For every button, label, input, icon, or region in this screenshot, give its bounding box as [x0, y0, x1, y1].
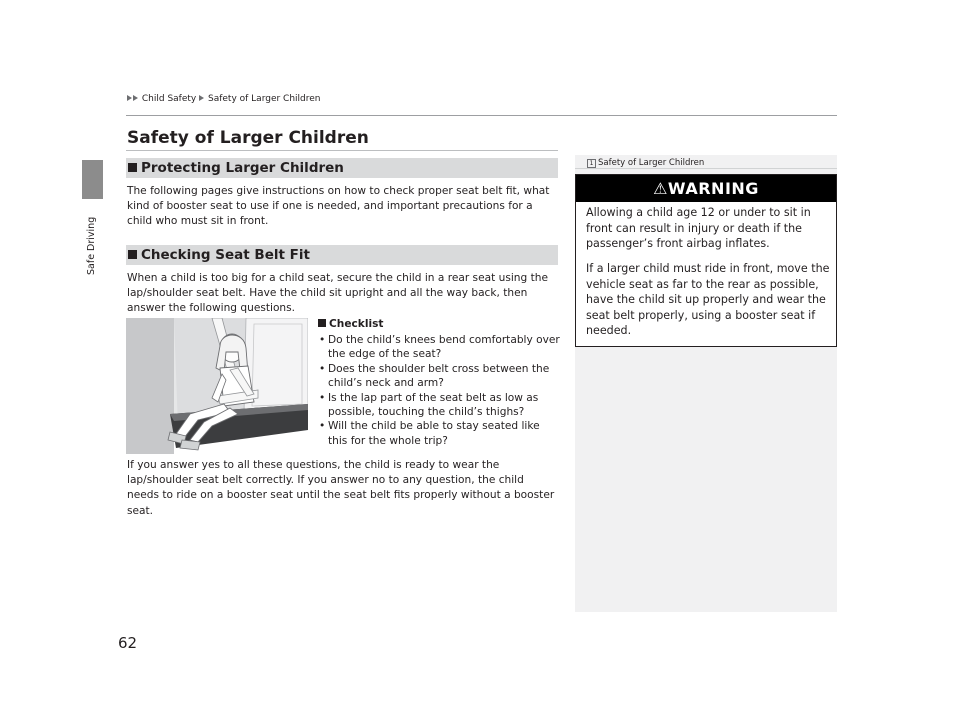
checklist-item-text: Does the shoulder belt cross between the child’s neck and arm? [328, 362, 550, 390]
checklist [318, 333, 562, 448]
page-number: 62 [118, 634, 138, 652]
section-heading-text: Protecting Larger Children [141, 160, 344, 176]
note-title [587, 158, 704, 168]
warning-banner [576, 175, 836, 202]
section-square-icon [318, 319, 326, 327]
bullet-icon: • [319, 362, 326, 375]
checking-body: When a child is too big for a child seat, secure the child in a rear seat using the lap/shoulder seat belt. Have the child sit upright and all the way back, then answer the following questions. [127, 272, 548, 315]
sidebar-tab-safe-driving[interactable]: Safe Driving [86, 216, 97, 275]
bullet-icon: • [319, 391, 326, 404]
checklist-item [318, 391, 562, 420]
bullet-icon: • [319, 334, 326, 346]
note-title-text: Safety of Larger Children [598, 158, 705, 168]
section-heading-text: Checking Seat Belt Fit [141, 247, 310, 263]
warning-triangle-icon: ⚠ [653, 179, 668, 198]
section-heading-protecting [126, 158, 558, 178]
protecting-body: The following pages give instructions on how to check proper seat belt fit, what kind of booster seat to use if one is needed, and important precautions for a child who must sit in front. [127, 185, 550, 228]
checklist-item-text: Is the lap part of the seat belt as low as possible, touching the child’s thighs? [328, 391, 539, 419]
note-reference-icon: 1 [587, 159, 596, 168]
checklist-item [318, 333, 562, 362]
header-divider [126, 115, 837, 116]
title-divider [126, 150, 558, 151]
breadcrumb-arrow-icon [133, 95, 138, 101]
checklist-item [318, 362, 562, 391]
breadcrumb-arrow-icon [199, 95, 204, 101]
bullet-icon: • [319, 420, 326, 433]
page-title: Safety of Larger Children [127, 128, 369, 148]
checklist-item [318, 419, 562, 448]
checklist-heading [318, 318, 383, 330]
closing-paragraph: If you answer yes to all these questions, the child is ready to wear the lap/shoulder seat belt correctly. If you answer no to any question, the child needs to ride on a booster seat until the seat belt fits properly without a booster seat. [127, 459, 555, 517]
breadcrumb [127, 94, 321, 104]
breadcrumb-item-current: Safety of Larger Children [207, 94, 321, 104]
child-seat-belt-illustration [126, 318, 308, 454]
breadcrumb-item-child-safety[interactable]: Child Safety [141, 94, 197, 104]
checklist-item-text: Will the child be able to stay seated like this for the whole trip? [328, 420, 540, 447]
breadcrumb-arrow-icon [127, 95, 132, 101]
warning-label: WARNING [667, 179, 759, 198]
warning-box [575, 174, 837, 347]
warning-text-2: If a larger child must ride in front, move the vehicle seat as far to the rear as possible, have the child sit up properly and wear the seat belt properly, using a booster seat if needed. [586, 262, 830, 337]
section-square-icon [128, 250, 137, 259]
section-square-icon [128, 163, 137, 172]
checklist-item-text: Do the child’s knees bend comfortably over the edge of the seat? [328, 334, 560, 361]
checklist-heading-text: Checklist [329, 318, 384, 330]
warning-text-1: Allowing a child age 12 or under to sit in front can result in injury or death if the passenger’s front airbag inflates. [586, 206, 811, 250]
note-divider [575, 168, 837, 169]
sidebar-marker [82, 160, 103, 199]
section-heading-checking [126, 245, 558, 265]
